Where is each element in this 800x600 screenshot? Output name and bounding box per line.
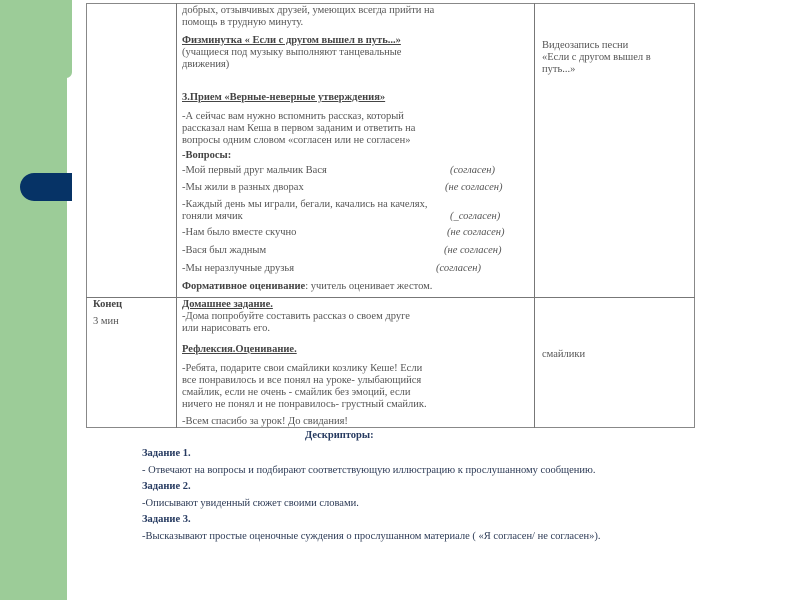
resource-text: путь...» <box>542 64 576 75</box>
table-text: -Всем спасибо за урок! До свидания! <box>182 416 348 427</box>
formative-text: : учитель оценивает жестом. <box>305 281 433 292</box>
table-text: смайлик, если не очень - смайлик без эмоций, если <box>182 387 411 398</box>
table-text: все понравилось и все понял на уроке- улыбающийся <box>182 375 422 386</box>
task-label: Задание 3. <box>142 514 191 525</box>
answer: (_согласен) <box>450 211 501 222</box>
table-text: помощь в трудную минуту. <box>182 17 304 28</box>
question: -Мы неразлучные друзья <box>182 263 295 274</box>
answer: (не согласен) <box>447 227 505 238</box>
table-text: рассказал нам Кеша в первом заданим и ответить на <box>182 123 416 134</box>
section-heading: Домашнее задание. <box>182 299 273 310</box>
table-text: добрых, отзывчивых друзей, умеющих всегда прийти на <box>182 5 435 16</box>
column-divider <box>534 3 535 428</box>
answer: (согласен) <box>450 165 495 176</box>
section-heading: 3.Прием «Верные-неверные утверждения» <box>182 92 386 103</box>
table-text: -Дома попробуйте составить рассказ о своем друге <box>182 311 410 322</box>
question: -Нам было вместе скучно <box>182 227 297 238</box>
stage-label: Конец <box>93 299 123 310</box>
resource-text: «Если с другом вышел в <box>542 52 651 63</box>
question: -Мы жили в разных дворах <box>182 182 304 193</box>
section-heading: Физминутка « Если с другом вышел в путь...» <box>182 35 401 46</box>
formative-label: Формативное оценивание <box>182 281 306 292</box>
answer: (не согласен) <box>445 182 503 193</box>
table-text: движения) <box>182 59 230 70</box>
table-text: (учащиеся под музыку выполняют танцевальные <box>182 47 402 58</box>
table-text: вопросы одним словом «согласен или не согласен» <box>182 135 411 146</box>
question: -Каждый день мы играли, бегали, качались на качелях, <box>182 199 428 210</box>
resource-text: Видеозапись песни <box>542 40 629 51</box>
task-text: -Описывают увиденный сюжет своими словами. <box>142 498 359 509</box>
descriptors-title: Дескрипторы: <box>305 430 374 441</box>
slide-decor-tab <box>20 173 72 201</box>
resource-text: смайлики <box>542 349 586 360</box>
task-label: Задание 2. <box>142 481 191 492</box>
question: -Вася был жадным <box>182 245 267 256</box>
section-heading: -Вопросы: <box>182 150 232 161</box>
table-text: ничего не понял и не понравилось- грустный смайлик. <box>182 399 427 410</box>
slide-side-band <box>0 0 67 600</box>
table-text: -А сейчас вам нужно вспомнить рассказ, который <box>182 111 404 122</box>
stage-time: 3 мин <box>93 316 119 327</box>
section-heading: Рефлексия.Оценивание. <box>182 344 297 355</box>
question: гоняли мячик <box>182 211 243 222</box>
table-text: -Ребята, подарите свои смайлики козлику Кеше! Если <box>182 363 423 374</box>
row-divider <box>86 297 695 298</box>
formative-assessment <box>182 281 432 293</box>
table-text: или нарисовать его. <box>182 323 270 334</box>
answer: (согласен) <box>436 263 481 274</box>
answer: (не согласен) <box>444 245 502 256</box>
task-text: - Отвечают на вопросы и подбирают соответствующую иллюстрацию к прослушанному сообщению. <box>142 465 596 476</box>
slide-side-band-top <box>0 0 72 78</box>
task-text: -Высказывают простые оценочные суждения о прослушанном материале ( «Я согласен/ не согласен»). <box>142 531 601 542</box>
question: -Мой первый друг мальчик Вася <box>182 165 327 176</box>
task-label: Задание 1. <box>142 448 191 459</box>
column-divider <box>176 3 177 428</box>
